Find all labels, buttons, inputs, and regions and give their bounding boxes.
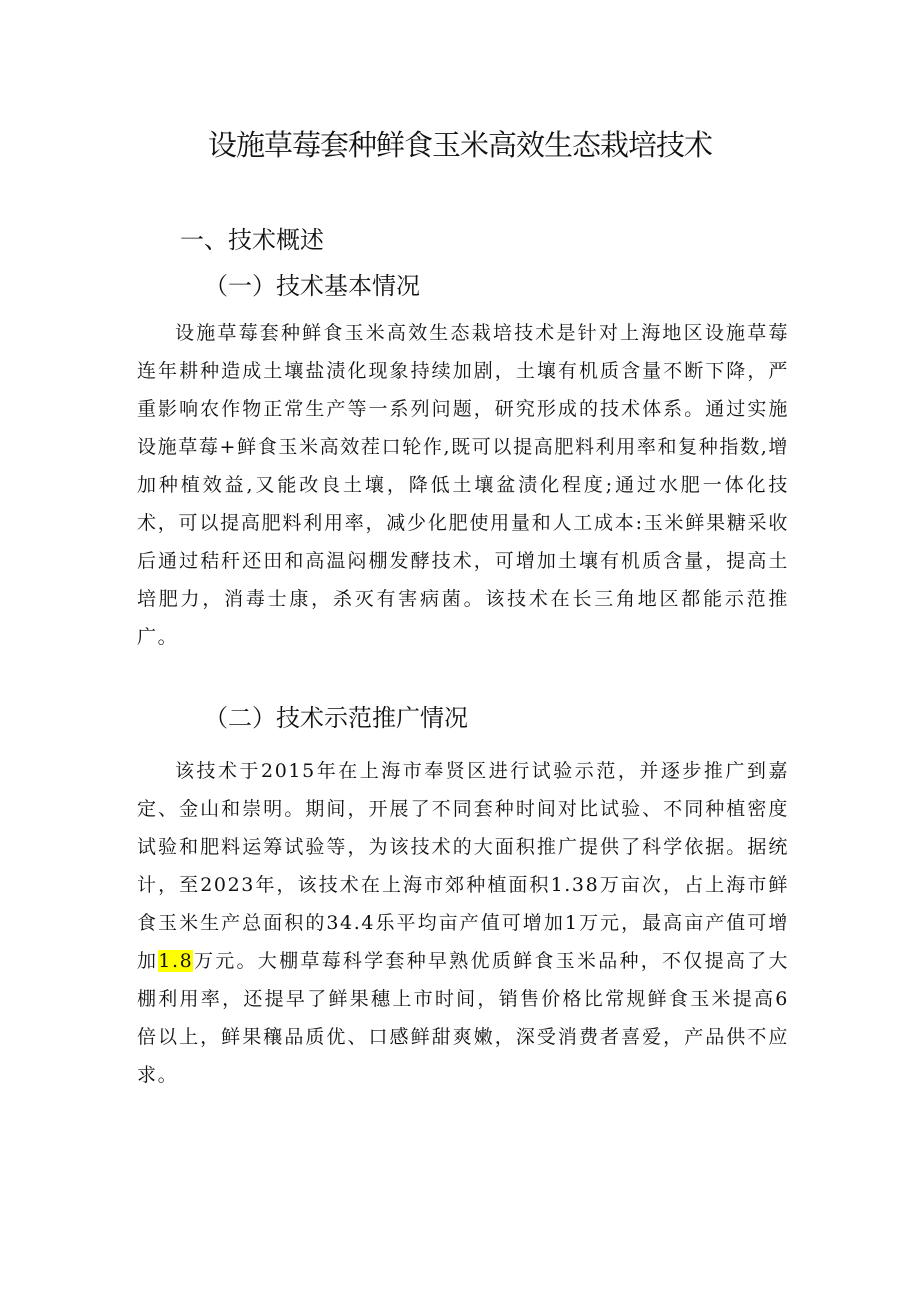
section-heading-overview: 一、技术概述 [180,226,324,254]
subsection-heading-promotion: （二）技术示范推广情况 [204,704,468,732]
paragraph-promotion-text-part1: 该技术于2015年在上海市奉贤区进行试验示范，并逐步推广到嘉定、金山和崇明。期间，开展了不同套种时间对比试验、不同种植密度试验和肥料运筹试验等，为该技术的大面积推广提供了科学依据。据统计，至2023年，该技术在上海市郊种植面积1.38万亩次，占上海市鲜食玉米生产总面积的34.4乐平均亩产值可增加1万元，最高亩产值可增加 [137,760,789,972]
paragraph-promotion-text-part2: 万元。大棚草莓科学套种早熟优质鲜食玉米品种，不仅提高了大棚利用率，还提早了鲜果穗上市时间，销售价格比常规鲜食玉米提高6倍以上，鲜果穰品质优、口感鲜甜爽嫩，深受消费者喜爱，产品供不应求。 [137,950,789,1086]
paragraph-promotion [137,752,789,1094]
paragraph-basic-info: 设施草莓套种鲜食玉米高效生态栽培技术是针对上海地区设施草莓连年耕种造成土壤盐渍化现象持续加剧，土壤有机质含量不断下降，严重影响农作物正常生产等一系列问题，研究形成的技术体系。通过实施设施草莓+鲜食玉米高效茬口轮作,既可以提高肥料利用率和复种指数,增加种植效益,又能改良土壤，降低土壤盆渍化程度;通过水肥一体化技术，可以提高肥料利用率，减少化肥使用量和人工成本:玉米鲜果糖采收后通过秸秆还田和高温闷棚发酵技术，可增加土壤有机质含量，提高土培肥力，消毒士康，杀灭有害病菌。该技术在长三角地区都能示范推广。 [137,322,789,648]
subsection-heading-basic-info: （一）技术基本情况 [204,272,420,300]
highlighted-value: 1.8 [158,950,194,972]
document-title: 设施草莓套种鲜食玉米高效生态栽培技术 [207,128,712,162]
